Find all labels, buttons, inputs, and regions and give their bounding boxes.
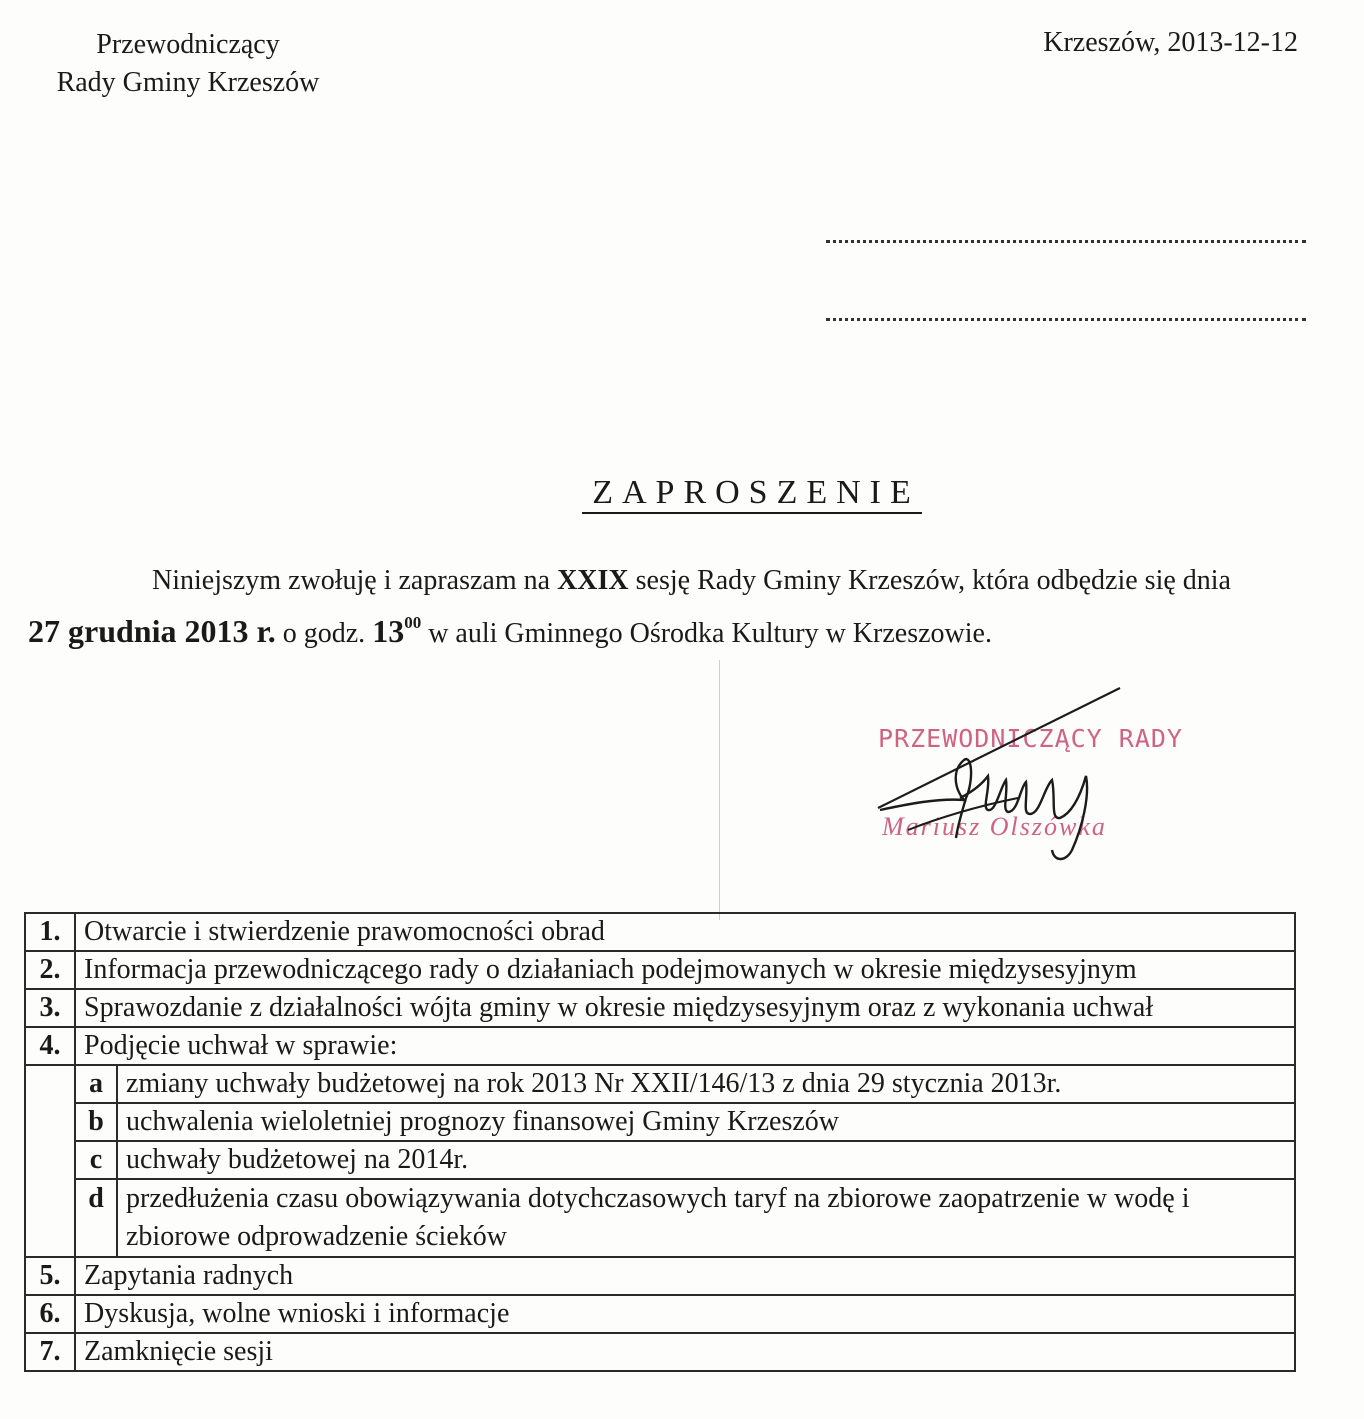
subitem-letter: a xyxy=(75,1065,117,1103)
agenda-table xyxy=(24,912,1296,1372)
sender-block xyxy=(28,26,348,102)
item-number: 7. xyxy=(25,1333,75,1371)
table-row xyxy=(25,1295,1295,1333)
item-text: Podjęcie uchwał w sprawie: xyxy=(75,1027,1295,1065)
item-number: 1. xyxy=(25,913,75,951)
session-hour: 13 xyxy=(372,613,405,649)
stamp-title: PRZEWODNICZĄCY RADY xyxy=(878,724,1183,753)
recipient-line-1 xyxy=(826,240,1306,243)
subitem-text: zmiany uchwały budżetowej na rok 2013 Nr XXII/146/13 z dnia 29 stycznia 2013r. xyxy=(117,1065,1295,1103)
signature xyxy=(868,680,1128,870)
invitation-text: Niniejszym zwołuję i zapraszam na XXIX sesję Rady Gminy Krzeszów, która odbędzie się dnia 27 grudnia 2013 r. o godz. $13^{00}$ w auli Gminnego Ośrodka Kultury w Krzeszowie. xyxy=(28,565,1231,649)
item-text: Zamknięcie sesji xyxy=(75,1333,1295,1371)
subitem-letter: b xyxy=(75,1103,117,1141)
table-row xyxy=(25,989,1295,1027)
table-row xyxy=(25,1065,1295,1103)
recipient-line-2 xyxy=(826,318,1306,321)
place-date: Krzeszów, 2013-12-12 xyxy=(1043,27,1298,58)
table-row xyxy=(25,913,1295,951)
table-row xyxy=(25,1103,1295,1141)
session-minutes: 00 xyxy=(404,613,422,632)
item-text: Informacja przewodniczącego rady o działaniach podejmowanych w okresie międzysesyjnym xyxy=(75,951,1295,989)
subitem-text: uchwalenia wieloletniej prognozy finansowej Gminy Krzeszów xyxy=(117,1103,1295,1141)
subitem-text: przedłużenia czasu obowiązywania dotychczasowych taryf na zbiorowe zaopatrzenie w wodę i zbiorowe odprowadzenie ścieków xyxy=(117,1179,1295,1257)
scan-artifact-line xyxy=(719,660,720,920)
item-number: 6. xyxy=(25,1295,75,1333)
session-date: 27 grudnia 2013 r. xyxy=(28,613,276,649)
table-row xyxy=(25,951,1295,989)
table-row xyxy=(25,1141,1295,1179)
item-number: 3. xyxy=(25,989,75,1027)
sender-title: Przewodniczący xyxy=(96,29,280,60)
item-text: Dyskusja, wolne wnioski i informacje xyxy=(75,1295,1295,1333)
sender-council: Rady Gminy Krzeszów xyxy=(56,67,320,98)
table-row xyxy=(25,1027,1295,1065)
subitem-letter: d xyxy=(75,1179,117,1257)
table-row xyxy=(25,1333,1295,1371)
document-title: ZAPROSZENIE xyxy=(0,474,1364,512)
item-number: 5. xyxy=(25,1257,75,1295)
stamp-name: Mariusz Olszówka xyxy=(882,812,1107,841)
item-number: 2. xyxy=(25,951,75,989)
subitem-text: uchwały budżetowej na 2014r. xyxy=(117,1141,1295,1179)
table-row xyxy=(25,1179,1295,1257)
item-number: 4. xyxy=(25,1027,75,1065)
item-text: Zapytania radnych xyxy=(75,1257,1295,1295)
item-text: Otwarcie i stwierdzenie prawomocności obrad xyxy=(75,913,1295,951)
item-text: Sprawozdanie z działalności wójta gminy w okresie międzysesyjnym oraz z wykonania uchwał xyxy=(75,989,1295,1027)
subitem-spacer xyxy=(25,1065,75,1257)
table-row xyxy=(25,1257,1295,1295)
subitem-letter: c xyxy=(75,1141,117,1179)
session-number: XXIX xyxy=(557,565,629,596)
